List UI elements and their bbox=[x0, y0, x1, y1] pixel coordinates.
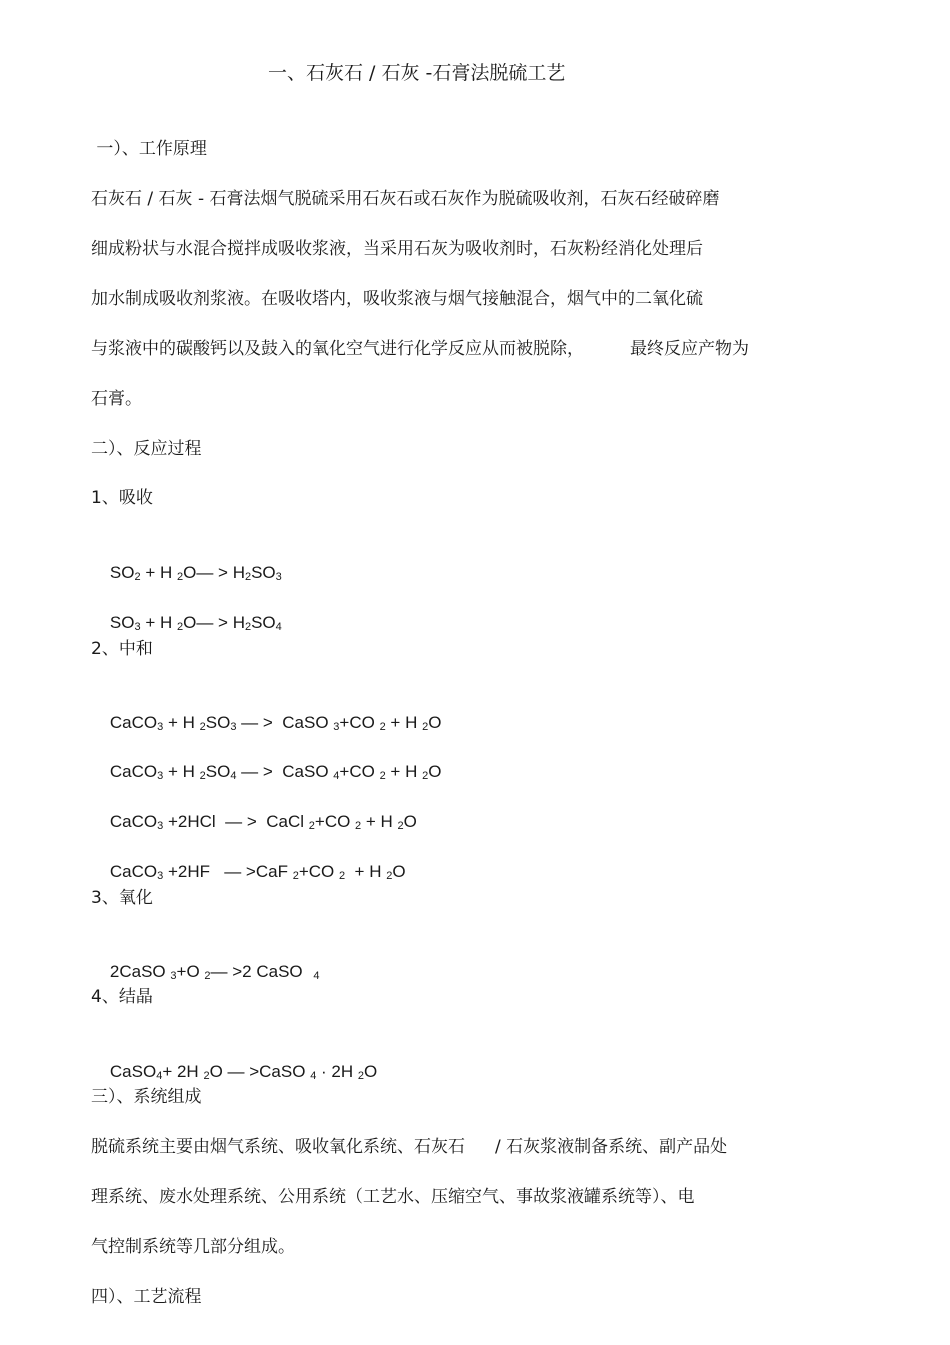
section-heading-reaction: 二）、反应过程 bbox=[91, 439, 202, 459]
document-title: 一、石灰石 / 石灰 -石膏法脱硫工艺 bbox=[268, 62, 566, 84]
formula-line: CaCO3 +2HCl — > CaCl 2+CO 2 + H 2O bbox=[109, 812, 417, 832]
paragraph-text: 最终反应产物为 bbox=[630, 339, 749, 359]
subheading-absorption: 1、吸收 bbox=[91, 488, 153, 508]
section-heading-process: 四）、工艺流程 bbox=[91, 1287, 202, 1307]
subheading-oxidation: 3、氧化 bbox=[91, 888, 153, 908]
formula-line: SO2 + H 2O— > H2SO3 bbox=[109, 563, 282, 583]
paragraph-text: 脱硫系统主要由烟气系统、吸收氧化系统、石灰石 bbox=[91, 1137, 465, 1157]
paragraph-line: 气控制系统等几部分组成。 bbox=[91, 1237, 295, 1257]
paragraph-text: / 石灰浆液制备系统、副产品处 bbox=[495, 1137, 728, 1157]
paragraph-line: 加水制成吸收剂浆液。在吸收塔内，吸收浆液与烟气接触混合，烟气中的二氧化硫 bbox=[91, 289, 703, 309]
formula-line: SO3 + H 2O— > H2SO4 bbox=[109, 613, 282, 633]
paragraph-line bbox=[91, 337, 749, 361]
paragraph-line: 石膏。 bbox=[91, 389, 142, 409]
formula-line: CaCO3 + H 2SO4 — > CaSO 4+CO 2 + H 2O bbox=[109, 762, 442, 782]
section-heading-principle: 一）、工作原理 bbox=[91, 139, 207, 159]
subheading-neutralization: 2、中和 bbox=[91, 639, 153, 659]
paragraph-text: 与浆液中的碳酸钙以及鼓入的氧化空气进行化学反应从而被脱除， bbox=[91, 339, 584, 359]
paragraph-line bbox=[91, 1135, 727, 1159]
paragraph-line: 细成粉状与水混合搅拌成吸收浆液，当采用石灰为吸收剂时，石灰粉经消化处理后 bbox=[91, 239, 703, 259]
subheading-crystallization: 4、结晶 bbox=[91, 987, 153, 1007]
formula-line: CaCO3 +2HF — >CaF 2+CO 2 + H 2O bbox=[109, 862, 406, 882]
formula-line: 2CaSO 3+O 2— >2 CaSO 4 bbox=[109, 962, 320, 982]
formula-line: CaSO4+ 2H 2O — >CaSO 4 · 2H 2O bbox=[109, 1062, 378, 1082]
paragraph-line: 石灰石 / 石灰 - 石膏法烟气脱硫采用石灰石或石灰作为脱硫吸收剂，石灰石经破碎磨 bbox=[91, 189, 720, 209]
formula-line: CaCO3 + H 2SO3 — > CaSO 3+CO 2 + H 2O bbox=[109, 713, 442, 733]
paragraph-line: 理系统、废水处理系统、公用系统（工艺水、压缩空气、事故浆液罐系统等）、电 bbox=[91, 1187, 695, 1207]
section-heading-system: 三）、系统组成 bbox=[91, 1087, 202, 1107]
